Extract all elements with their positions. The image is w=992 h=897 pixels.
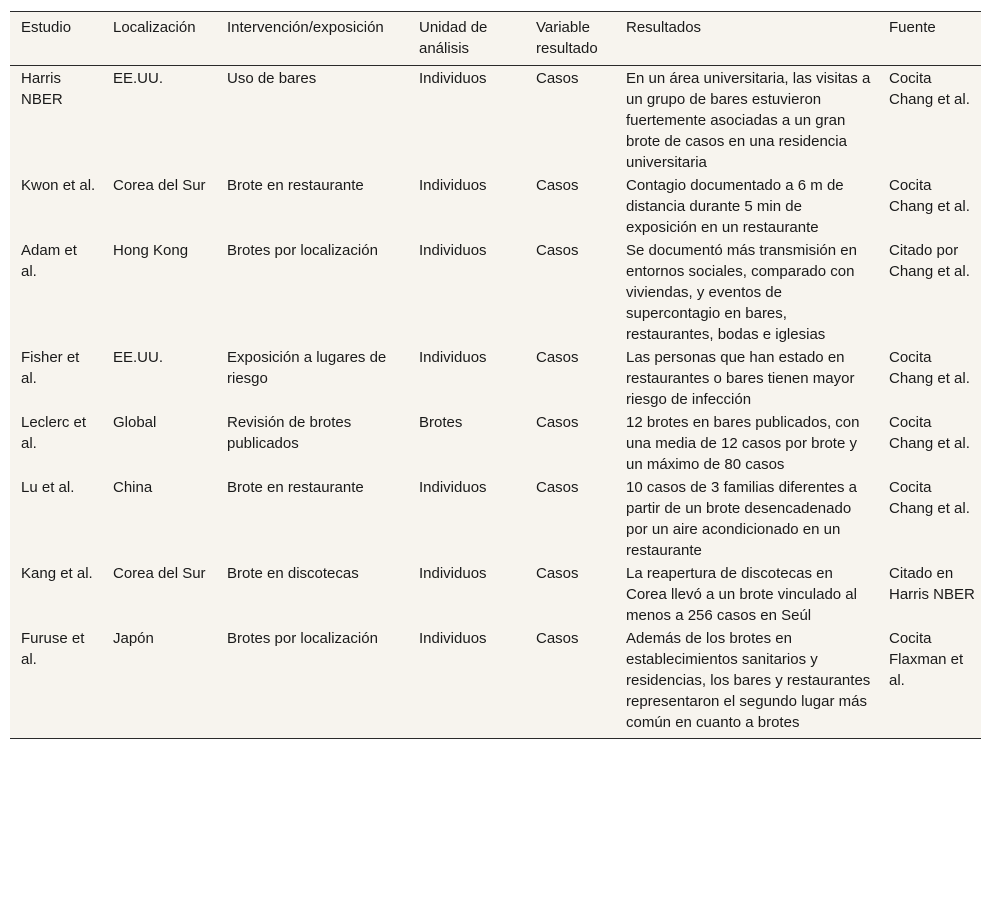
cell-estudio: Leclerc et al. xyxy=(21,414,87,452)
cell-intervencion: Brote en restaurante xyxy=(227,479,364,496)
cell-localizacion: EE.UU. xyxy=(113,349,164,366)
cell-resultados: La reapertura de discotecas en Corea llevó a un brote vinculado al menos a 256 casos en Seúl xyxy=(626,565,857,624)
cell-localizacion: EE.UU. xyxy=(113,70,164,87)
cell-variable: Casos xyxy=(536,242,579,259)
table-row xyxy=(10,239,981,346)
cell-localizacion: Hong Kong xyxy=(113,242,189,259)
table-row xyxy=(10,174,981,239)
cell-resultados: 10 casos de 3 familias diferentes a partir de un brote desencadenado por un aire acondicionado en un restaurante xyxy=(626,479,857,559)
cell-localizacion: Japón xyxy=(102,627,216,739)
cell-fuente: Cocita Chang et al. xyxy=(889,177,970,215)
studies-table xyxy=(10,11,981,739)
cell-estudio: Kwon et al. xyxy=(21,177,96,194)
cell-fuente: Cocita Chang et al. xyxy=(889,479,970,517)
cell-resultados: Se documentó más transmisión en entornos sociales, comparado con viviendas, y eventos de supercontagio en bares, restaurantes, bodas e iglesias xyxy=(626,242,857,343)
cell-resultados: 12 brotes en bares publicados, con una media de 12 casos por brote y un máximo de 80 casos xyxy=(626,414,860,473)
cell-unidad: Individuos xyxy=(419,479,487,496)
table-row xyxy=(10,562,981,627)
header-unidad: Unidad de análisis xyxy=(408,12,525,66)
header-row xyxy=(10,12,981,66)
table-row xyxy=(10,66,981,175)
table-header xyxy=(10,12,981,66)
header-fuente: Fuente xyxy=(878,12,981,66)
table-container xyxy=(10,11,981,739)
header-variable: Variable resultado xyxy=(525,12,615,66)
cell-unidad: Individuos xyxy=(419,565,487,582)
cell-localizacion: Corea del Sur xyxy=(113,565,206,582)
cell-unidad: Brotes xyxy=(419,414,463,431)
cell-intervencion: Uso de bares xyxy=(227,70,317,87)
cell-intervencion: Brotes por localización xyxy=(216,627,408,739)
cell-resultados: Contagio documentado a 6 m de distancia durante 5 min de exposición en un restaurante xyxy=(626,177,844,236)
cell-localizacion: Global xyxy=(113,414,157,431)
header-estudio: Estudio xyxy=(10,12,102,66)
cell-estudio: Kang et al. xyxy=(21,565,93,582)
cell-fuente: Cocita Chang et al. xyxy=(889,414,970,452)
cell-variable: Casos xyxy=(536,349,579,366)
cell-variable: Casos xyxy=(536,70,579,87)
cell-variable: Casos xyxy=(536,177,579,194)
table-body xyxy=(10,66,981,739)
cell-unidad: Individuos xyxy=(419,242,487,259)
cell-intervencion: Revisión de brotes publicados xyxy=(227,414,352,452)
cell-fuente: Citado por Chang et al. xyxy=(889,242,970,280)
header-intervencion: Intervención/exposición xyxy=(216,12,408,66)
header-resultados: Resultados xyxy=(615,12,878,66)
cell-localizacion: China xyxy=(113,479,153,496)
table-row xyxy=(10,411,981,476)
cell-estudio: Harris NBER xyxy=(21,70,63,108)
cell-localizacion: Corea del Sur xyxy=(113,177,206,194)
cell-estudio: Adam et al. xyxy=(21,242,77,280)
table-row xyxy=(10,476,981,562)
cell-intervencion: Exposición a lugares de riesgo xyxy=(227,349,387,387)
cell-resultados: En un área universitaria, las visitas a un grupo de bares estuvieron fuertemente asociadas a un gran brote de casos en una residencia universitaria xyxy=(626,70,871,171)
cell-intervencion: Brote en restaurante xyxy=(227,177,364,194)
cell-resultados: Las personas que han estado en restaurantes o bares tienen mayor riesgo de infección xyxy=(626,349,855,408)
table-row xyxy=(10,346,981,411)
header-localizacion: Localización xyxy=(102,12,216,66)
cell-intervencion: Brote en discotecas xyxy=(227,565,359,582)
cell-unidad: Individuos xyxy=(419,177,487,194)
cell-intervencion: Brotes por localización xyxy=(227,242,378,259)
cell-fuente: Cocita Flaxman et al. xyxy=(878,627,981,739)
cell-variable: Casos xyxy=(536,414,579,431)
cell-fuente: Cocita Chang et al. xyxy=(889,70,970,108)
cell-fuente: Cocita Chang et al. xyxy=(889,349,970,387)
cell-variable: Casos xyxy=(536,479,579,496)
cell-estudio: Lu et al. xyxy=(21,479,75,496)
cell-fuente: Citado en Harris NBER xyxy=(889,565,975,603)
cell-estudio: Furuse et al. xyxy=(10,627,102,739)
cell-unidad: Individuos xyxy=(419,349,487,366)
cell-unidad: Individuos xyxy=(408,627,525,739)
cell-variable: Casos xyxy=(525,627,615,739)
cell-estudio: Fisher et al. xyxy=(21,349,80,387)
cell-unidad: Individuos xyxy=(419,70,487,87)
cell-variable: Casos xyxy=(536,565,579,582)
table-row xyxy=(10,627,981,739)
cell-resultados: Además de los brotes en establecimientos sanitarios y residencias, los bares y restaurantes representaron el segundo lugar más común en cuanto a brotes xyxy=(615,627,878,739)
